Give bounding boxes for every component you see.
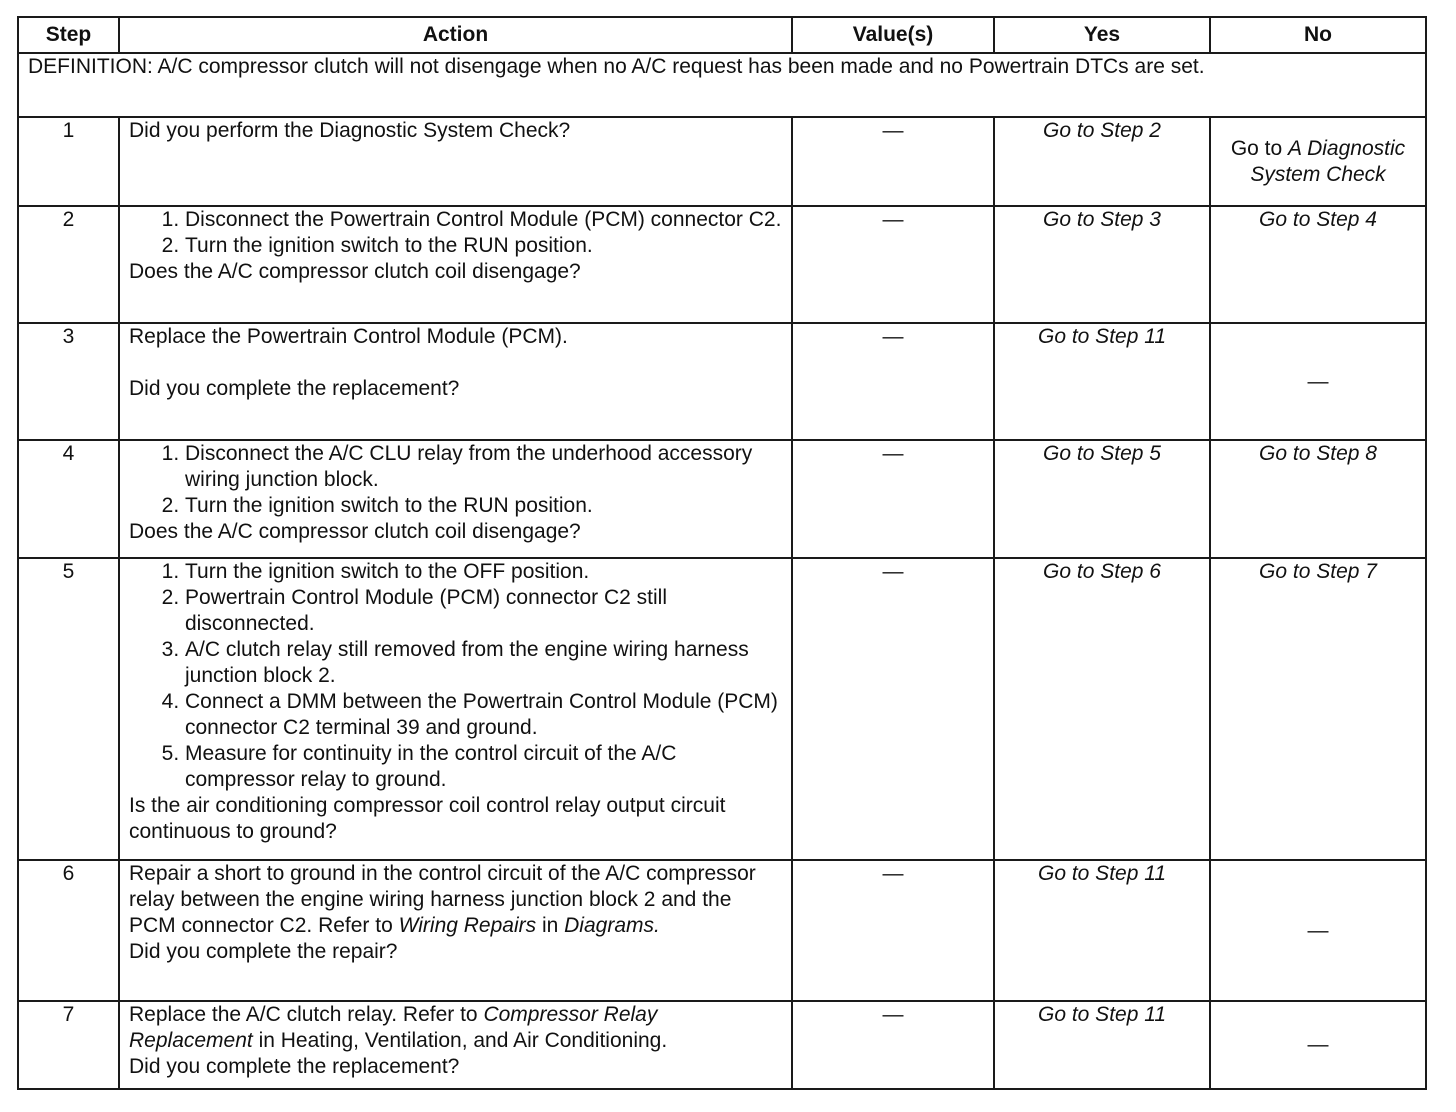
yes-cell: Go to Step 11: [994, 860, 1210, 1001]
definition-row: [18, 53, 1426, 117]
reference-compressor-relay-replacement: Compressor Relay Replacement: [129, 1003, 658, 1052]
header-no: No: [1210, 17, 1426, 53]
no-cell: Go to Step 8: [1210, 440, 1426, 558]
spacer: [129, 350, 782, 376]
action-cell: [119, 323, 792, 440]
action-text: [129, 1002, 782, 1054]
action-list: [129, 441, 782, 519]
action-question: Did you complete the repair?: [129, 940, 398, 963]
action-cell: [119, 860, 792, 1001]
action-text-a: Replace the A/C clutch relay. Refer to: [129, 1003, 484, 1026]
action-question: Did you complete the replacement?: [129, 1055, 460, 1078]
no-reference: A Diagnostic System Check: [1250, 136, 1406, 186]
action-cell: [119, 1001, 792, 1089]
header-values: Value(s): [792, 17, 994, 53]
action-text-b: in: [536, 914, 565, 937]
reference-wiring-repairs: Wiring Repairs: [398, 914, 537, 937]
yes-cell: Go to Step 11: [994, 1001, 1210, 1089]
list-item: 1. Disconnect the Powertrain Control Module (PCM) connector C2.: [185, 207, 782, 233]
value-cell: —: [792, 440, 994, 558]
list-item: 2. Turn the ignition switch to the RUN position.: [185, 233, 782, 259]
step-number: 6: [18, 860, 119, 1001]
step-number: 5: [18, 558, 119, 860]
list-item: 5. Measure for continuity in the control circuit of the A/C compressor relay to ground.: [185, 741, 782, 793]
list-item: 1. Turn the ignition switch to the OFF position.: [185, 559, 782, 585]
value-cell: —: [792, 206, 994, 323]
value-cell: —: [792, 558, 994, 860]
step-number: 4: [18, 440, 119, 558]
action-list: [129, 559, 782, 793]
action-question: Did you complete the replacement?: [129, 377, 460, 400]
no-cell: Go to Step 7: [1210, 558, 1426, 860]
no-cell: [1210, 117, 1426, 206]
action-text: [129, 861, 782, 939]
table-row: [18, 206, 1426, 323]
action-question: Does the A/C compressor clutch coil disengage?: [129, 260, 581, 283]
action-question: Does the A/C compressor clutch coil disengage?: [129, 520, 581, 543]
yes-cell: Go to Step 2: [994, 117, 1210, 206]
list-item: 3. A/C clutch relay still removed from the engine wiring harness junction block 2.: [185, 637, 782, 689]
list-item: 4. Connect a DMM between the Powertrain Control Module (PCM) connector C2 terminal 39 and ground.: [185, 689, 782, 741]
no-cell: —: [1210, 860, 1426, 1001]
action-question: Is the air conditioning compressor coil control relay output circuit continuous to ground?: [129, 794, 726, 843]
table-row: [18, 860, 1426, 1001]
table-row: [18, 440, 1426, 558]
value-cell: —: [792, 1001, 994, 1089]
action-text: Replace the Powertrain Control Module (PCM).: [129, 325, 568, 348]
no-cell: —: [1210, 323, 1426, 440]
table-row: [18, 117, 1426, 206]
no-cell: —: [1210, 1001, 1426, 1089]
table-row: [18, 558, 1426, 860]
yes-cell: Go to Step 3: [994, 206, 1210, 323]
action-cell: [119, 558, 792, 860]
definition-text: DEFINITION: A/C compressor clutch will not disengage when no A/C request has been made and no Powertrain DTCs are set.: [18, 53, 1426, 117]
action-list: [129, 207, 782, 259]
yes-cell: Go to Step 11: [994, 323, 1210, 440]
action-cell: [119, 440, 792, 558]
value-cell: —: [792, 860, 994, 1001]
table-row: [18, 1001, 1426, 1089]
diagnostic-table: [17, 16, 1427, 1090]
action-text-a: Repair a short to ground in the control circuit of the A/C compressor relay between the engine wiring harness junction block 2 and the PCM connector C2. Refer to: [129, 862, 756, 937]
list-item: 1. Disconnect the A/C CLU relay from the underhood accessory wiring junction block.: [185, 441, 782, 493]
value-cell: —: [792, 117, 994, 206]
header-action: Action: [119, 17, 792, 53]
action-text-b: in Heating, Ventilation, and Air Conditioning.: [252, 1029, 668, 1052]
step-number: 1: [18, 117, 119, 206]
table-row: [18, 323, 1426, 440]
reference-diagrams: Diagrams.: [564, 914, 660, 937]
action-cell: [119, 117, 792, 206]
header-row: [18, 17, 1426, 53]
header-step: Step: [18, 17, 119, 53]
no-prefix: Go to: [1230, 136, 1289, 160]
yes-cell: Go to Step 5: [994, 440, 1210, 558]
step-number: 2: [18, 206, 119, 323]
action-cell: [119, 206, 792, 323]
list-item: 2. Turn the ignition switch to the RUN position.: [185, 493, 782, 519]
value-cell: —: [792, 323, 994, 440]
no-cell: Go to Step 4: [1210, 206, 1426, 323]
yes-cell: Go to Step 6: [994, 558, 1210, 860]
step-number: 7: [18, 1001, 119, 1089]
action-question: Did you perform the Diagnostic System Check?: [129, 119, 571, 142]
list-item: 2. Powertrain Control Module (PCM) connector C2 still disconnected.: [185, 585, 782, 637]
header-yes: Yes: [994, 17, 1210, 53]
step-number: 3: [18, 323, 119, 440]
